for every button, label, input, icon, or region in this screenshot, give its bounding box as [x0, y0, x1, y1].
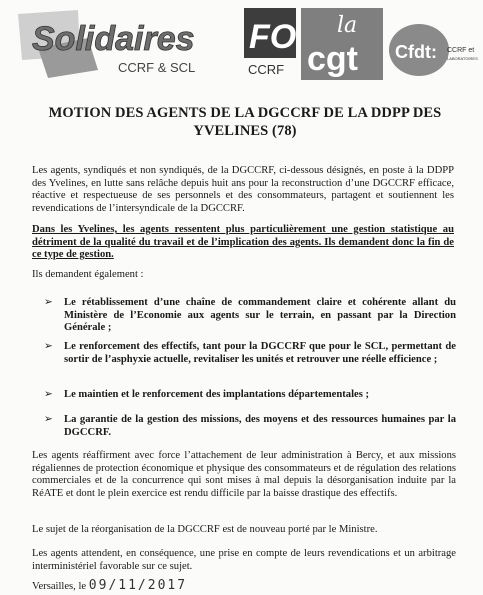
- arrow-bullet-icon: ➢: [44, 341, 53, 352]
- solidaires-logo-text: Solidaires: [32, 20, 195, 58]
- cfdt-logo-sub1: CCRF et: [447, 47, 475, 54]
- expectation-paragraph: Les agents attendent, en conséquence, une prise en compte de leurs revendications et un arbitrage interministériel favorable sur ce sujet.: [32, 548, 456, 572]
- cgt-logo-text: cgt: [307, 40, 358, 78]
- motion-title: MOTION DES AGENTS DE LA DGCCRF DE LA DDPP DES YVELINES (78): [48, 105, 442, 139]
- highlight-paragraph: Dans les Yvelines, les agents ressentent plus particulièrement une gestion statistique au détriment de la qualité du travail et de l’implication des agents. Ils demandent donc la fin de ce type de gestion.: [32, 224, 454, 261]
- arrow-bullet-icon: ➢: [44, 414, 53, 425]
- union-logos: [18, 6, 478, 82]
- fo-logo-sub: CCRF: [248, 62, 285, 77]
- arrow-bullet-icon: ➢: [44, 389, 53, 400]
- place-date-label: Versailles, le: [32, 581, 87, 592]
- cfdt-logo-text: Cfdt:: [395, 42, 437, 62]
- demand-item: [44, 414, 456, 439]
- reaffirm-paragraph: Les agents réaffirment avec force l’attachement de leur administration à Bercy, et aux missions régaliennes de protection économique et physique des consommateurs et de régulation des relations commerciales et de la concurrence qui sont mises à mal depuis la désorganisation induite par la RéATE et dont le plein exercice est rendu difficile par la baisse drastique des effectifs.: [32, 450, 456, 499]
- demand-item: [44, 341, 456, 366]
- demand-item: [44, 389, 456, 402]
- reorganisation-paragraph: Le sujet de la réorganisation de la DGCCRF est de nouveau porté par le Ministre.: [32, 524, 378, 535]
- cgt-logo: [301, 8, 383, 80]
- demand-text: Le maintien et le renforcement des implantations départementales ;: [64, 389, 370, 400]
- solidaires-logo-sub: CCRF & SCL: [118, 60, 196, 75]
- place-date-line: [32, 580, 456, 594]
- intro-paragraph: Les agents, syndiqués et non syndiqués, de la DGCCRF, ci-dessous désignés, en poste à la DDPP des Yvelines, en lutte sans relâche depuis huit ans pour la reconstruction d’une DGCCRF efficace, réactive et respectueuse de ses personnels et des consommateurs, partagent et soutiennent les revendications de l’intersyndicale de la DGCCRF.: [32, 165, 454, 214]
- demand-item: [44, 297, 456, 335]
- handwritten-date: 09/11/2017: [88, 578, 188, 593]
- solidaires-logo: [18, 8, 218, 80]
- demand-text: Le rétablissement d’une chaîne de commandement claire et cohérente allant du Ministère de l’Economie aux agents sur le terrain, en passant par la Direction Générale ;: [64, 297, 456, 334]
- demand-text: La garantie de la gestion des missions, des moyens et des ressources humaines par la DGCCRF.: [64, 414, 456, 438]
- cfdt-logo: [389, 24, 478, 80]
- demands-intro: Ils demandent également :: [32, 269, 144, 280]
- cgt-logo-small: la: [337, 13, 358, 38]
- fo-logo-text: FO: [249, 18, 297, 56]
- arrow-bullet-icon: ➢: [44, 297, 53, 308]
- fo-logo: [244, 8, 296, 78]
- demand-text: Le renforcement des effectifs, tant pour la DGCCRF que pour le SCL, permettant de sortir de l’asphyxie actuelle, revitaliser les unités et retrouver une réelle efficience ;: [64, 341, 456, 365]
- cfdt-logo-sub2: LABORATOIRES: [447, 56, 478, 61]
